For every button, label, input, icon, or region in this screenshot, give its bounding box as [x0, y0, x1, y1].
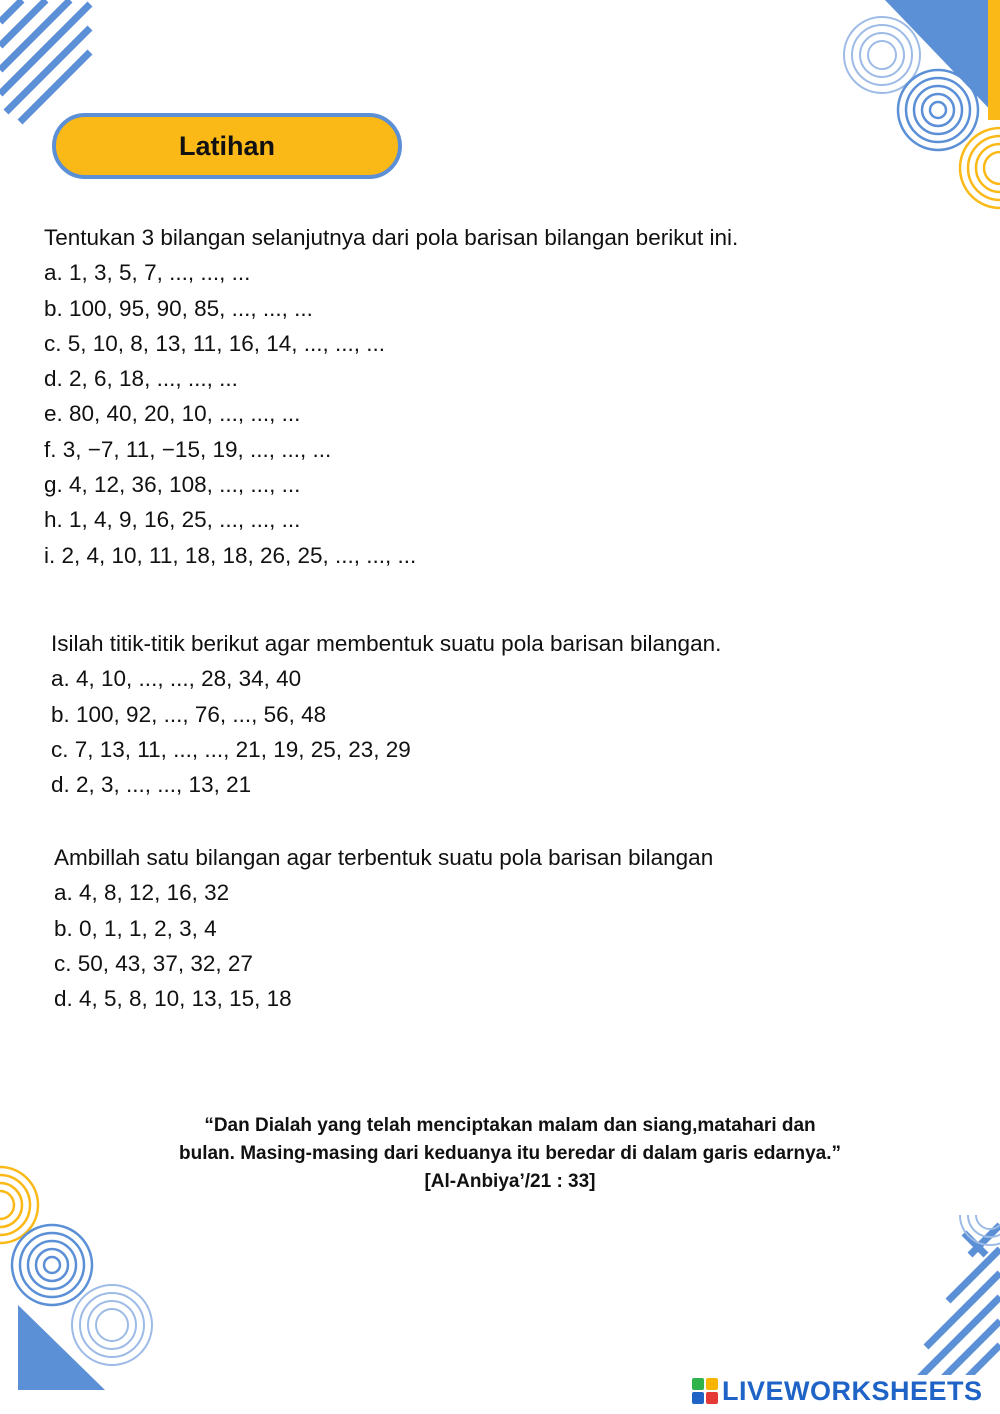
- quote-source: [Al-Anbiya’/21 : 33]: [424, 1171, 596, 1192]
- liveworksheets-logo-icon: [692, 1378, 718, 1404]
- exercise-section-3: [54, 840, 713, 1016]
- exercise-item: c. 5, 10, 8, 13, 11, 16, 14, ..., ..., ...: [44, 330, 386, 356]
- exercise-item: a. 1, 3, 5, 7, ..., ..., ...: [44, 260, 251, 286]
- quote-block: [60, 1112, 960, 1196]
- exercise-item: d. 2, 3, ..., ..., 13, 21: [51, 772, 252, 798]
- exercise-item: d. 4, 5, 8, 10, 13, 15, 18: [54, 986, 292, 1012]
- exercise-item: a. 4, 10, ..., ..., 28, 34, 40: [51, 666, 302, 692]
- exercise-item: b. 0, 1, 1, 2, 3, 4: [54, 915, 217, 941]
- exercise-item: d. 2, 6, 18, ..., ..., ...: [44, 366, 238, 392]
- exercise-item: a. 4, 8, 12, 16, 32: [54, 880, 230, 906]
- quote-line-2: bulan. Masing-masing dari keduanya itu beredar di dalam garis edarnya.”: [178, 1143, 842, 1164]
- exercise-section-1: [44, 220, 738, 573]
- bottom-right-stripes-decoration: [870, 1215, 1000, 1375]
- section-question: Ambillah satu bilangan agar terbentuk suatu pola barisan bilangan: [54, 845, 714, 870]
- section-question: Isilah titik-titik berikut agar membentuk suatu pola barisan bilangan.: [51, 631, 722, 656]
- quote-line-1: “Dan Dialah yang telah menciptakan malam dan siang,matahari dan: [204, 1115, 816, 1136]
- exercise-item: i. 2, 4, 10, 11, 18, 18, 26, 25, ..., ..., ...: [44, 542, 417, 568]
- exercise-item: e. 80, 40, 20, 10, ..., ..., ...: [44, 401, 301, 427]
- section-question: Tentukan 3 bilangan selanjutnya dari pola barisan bilangan berikut ini.: [44, 225, 739, 250]
- exercise-item: f. 3, −7, 11, −15, 19, ..., ..., ...: [44, 436, 332, 462]
- exercise-item: g. 4, 12, 36, 108, ..., ..., ...: [44, 472, 301, 498]
- top-right-pattern-decoration: [840, 0, 1000, 210]
- exercise-item: c. 7, 13, 11, ..., ..., 21, 19, 25, 23, 29: [51, 736, 411, 762]
- exercise-item: h. 1, 4, 9, 16, 25, ..., ..., ...: [44, 507, 301, 533]
- exercise-item: b. 100, 92, ..., 76, ..., 56, 48: [51, 701, 327, 727]
- page-title: Latihan: [52, 113, 402, 179]
- exercise-section-2: [51, 626, 721, 802]
- exercise-item: c. 50, 43, 37, 32, 27: [54, 950, 253, 976]
- exercise-item: b. 100, 95, 90, 85, ..., ..., ...: [44, 295, 313, 321]
- brand-name: LIVEWORKSHEETS: [722, 1375, 983, 1406]
- liveworksheets-brand: [692, 1374, 983, 1408]
